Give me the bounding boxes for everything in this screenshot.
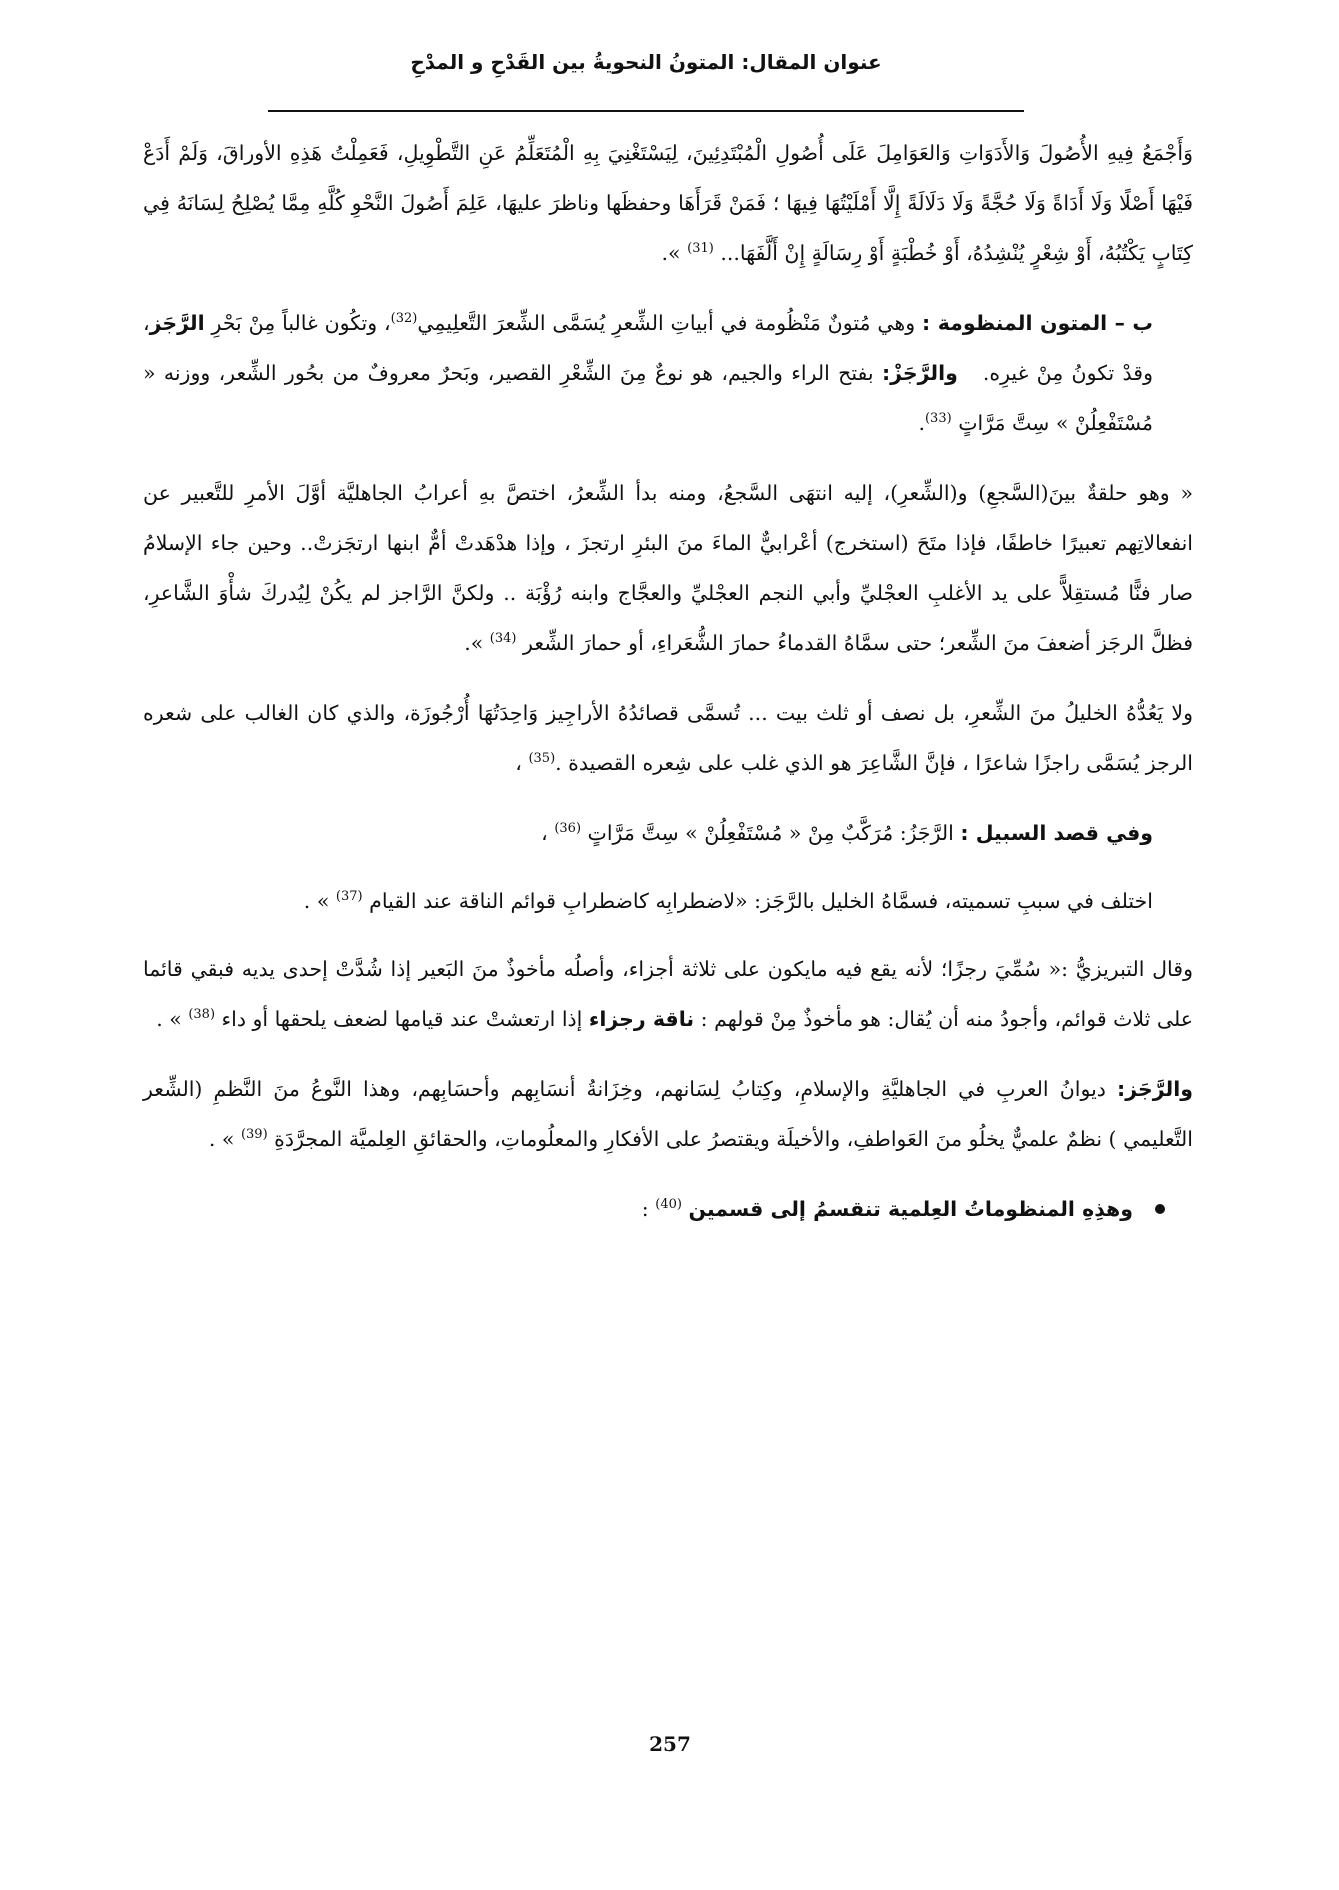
paragraph-naming-reason: اختلف في سببِ تسميته، فسمَّاهُ الخليل بالرَّجَز: «لاضطرابِه كاضطرابِ قوائم الناقة عند القيام $^{(37)}$ » . [303, 889, 1153, 913]
paragraph-qasd-alsabil: وفي قصد السبيل : الرَّجَزُ: مُرَكَّبٌ مِنْ « مُسْتَفْعِلُنْ » سِتَّ مَرَّاتٍ $^{(36)}$ ، [541, 821, 1153, 845]
paragraph-versified-texts: ب – المتون المنظومة : وهي مُتونٌ مَنْظُومة في أبياتِ الشِّعرِ يُسَمَّى الشِّعرَ التَّعلِيمِي$^{(32)}$، وتكُون غالباً مِنْ بَحْرِ الرَّجَز، وقدْ تكونُ مِنْ غيرِه. والرَّجَزْ: بفتح الراء والجيم، هو نوعٌ مِنَ الشِّعْرِ القصير، وبَحرٌ معروفٌ من بحُور الشِّعر، ووزنه « مُسْتَفْعِلُنْ » سِتَّ مَرَّاتٍ $^{(33)}$. [143, 311, 1153, 435]
footnote-ref-36: (36) [554, 821, 582, 837]
bullet-item-divisions: وهذِهِ المنظوماتُ العِلمية تنقسمُ إلى قسمين $^{(40)}$ : [143, 1184, 1193, 1234]
paragraph-khalil-opinion: ولا يَعُدُّهُ الخليلُ منَ الشِّعرِ، بل نصف أو ثلث بيت ... تُسمَّى قصائدُهُ الأراجِيز وَاحِدَتُهَا أُرْجُوزَة، والذي كان الغالب على شعره الرجز يُسَمَّى راجزًا شاعرًا ، فإنَّ الشَّاعِرَ هو الذي غلب على شِعره القصيدة .$^{(35)}$ ، [143, 701, 1193, 775]
footnote-ref-35: (35) [528, 751, 556, 767]
bullet-dot-icon [1155, 1204, 1165, 1214]
footnote-ref-37: (37) [335, 889, 363, 905]
paragraph-tabrizi: وقال التبريزيُّ :« سُمِّيَ رجزًا؛ لأنه يقع فيه مايكون على ثلاثة أجزاء، وأصلُه مأخوذٌ منَ البَعير إذا شُدَّتْ إحدى يديه فبقي قائما على ثلاث قوائم، وأجودُ منه أن يُقال: هو مأخوذٌ مِنْ قولهم : ناقة رجزاء إذا ارتعشتْ عند قيامها لضعف يلحقها أو داء $^{(38)}$ » . [143, 957, 1193, 1031]
paragraph-rajaz-history: « وهو حلقةٌ بينَ(السَّجعِ) و(الشِّعرِ)، إليه انتهَى السَّجعُ، ومنه بدأ الشِّعرُ، اختصَّ بهِ أعرابُ الجاهليَّة أوَّلَ الأمرِ للتَّعبير عن انفعالاتِهم تعبيرًا خاطفًا، فإذا متَحَ (استخرج) أعْرابيٌّ الماءَ منَ البئرِ ارتجزَ ، وإذا هدْهَدتْ أمٌّ ابنها ارتجَزتْ.. وحين جاء الإسلامُ صار فنًّا مُستقِلاًّ على يد الأغلبِ العجْليِّ وأبي النجم العجْليِّ والعجَّاج وابنه رُؤْبَة .. ولكنَّ الرَّاجز لم يكُنْ لِيُدركَ شأْوَ الشَّاعرِ، فظلَّ الرجَز أضعفَ منَ الشِّعر؛ حتى سمَّاهُ القدماءُ حمارَ الشُّعَراءِ، أو حمارَ الشِّعر $^{(34)}$ ». [143, 481, 1193, 655]
footnote-ref-39: (39) [240, 1127, 268, 1143]
page-number: 257 [649, 1732, 691, 1756]
section-label-b: ب – المتون المنظومة : [922, 311, 1153, 335]
footnote-ref-32: (32) [390, 311, 418, 327]
footnote-ref-31: (31) [687, 241, 714, 257]
paragraph-rajaz-diwan: والرَّجَز: ديوانُ العربِ في الجاهليَّةِ والإسلامِ، وكِتابُ لِسَانهم، وخِزَانةُ أنسَابِهم وأحسَابِهم، وهذا النَّوعُ منَ النَّظمِ (الشِّعر التَّعليمي ) نظمٌ علميٌّ يخلُو منَ العَواطفِ، والأخيلَة ويقتصرُ على الأفكارِ والمعلُوماتِ، والحقائقِ العِلميَّة المجرَّدَةِ $^{(39)}$ » . [143, 1077, 1193, 1151]
header-rule [268, 110, 1024, 112]
footnote-ref-38: (38) [188, 1007, 216, 1023]
running-header: عنوان المقال: المتونُ النحويةُ بين القَدْحِ و المدْحِ [410, 50, 882, 74]
paragraph-quote-continuation: وَأَجْمَعُ فِيهِ الأُصُولَ وَالأَدَوَاتِ وَالعَوَامِلَ عَلَى أُصُولِ الْمُبْتَدِئِينَ، لِيَسْتَغْنِيَ بِهِ الْمُتَعَلِّمُ عَنِ التَّطْوِيلِ، فَعَمِلْتُ هَذِهِ الأوراقَ، وَلَمْ أَدَعْ فَيْهَا أَصْلًا وَلَا أَدَاةً وَلَا حُجَّةً وَلَا دَلَالَةً إِلَّا أَمْلَيْتُهَا فِيهَا ؛ فَمَنْ قَرَأَهَا وحفظَها وناظرَ عليهَا، عَلِمَ أَصُولَ النَّحْوِ كُلَّهِ مِمَّا يُصْلِحُ لِسَانَهُ فِي كِتَابٍ يَكْتُبُهُ، أَوْ شِعْرٍ يُنْشِدُهُ، أَوْ خُطْبَةٍ أَوْ رِسَالَةٍ إِنْ أَلَّفَهَا... $^{(31)}$ ». [143, 141, 1193, 265]
footnote-ref-33: (33) [924, 411, 952, 427]
document-body [143, 128, 1193, 1254]
footnote-ref-34: (34) [489, 631, 517, 647]
footnote-ref-40: (40) [655, 1197, 682, 1213]
